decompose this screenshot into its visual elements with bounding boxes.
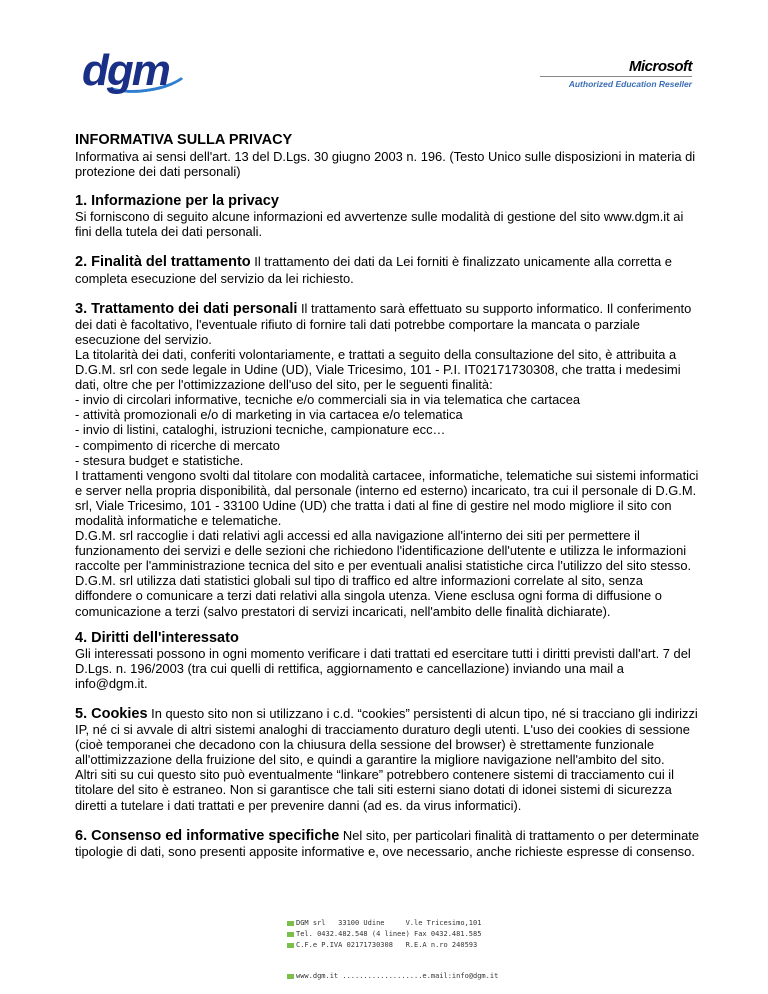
- dgm-logo: [80, 46, 188, 95]
- bullet-icon: [287, 932, 294, 937]
- microsoft-logo-rule: [540, 76, 692, 77]
- microsoft-logo-name: Microsoft: [629, 58, 692, 75]
- section-1-text: Si forniscono di seguito alcune informazioni ed avvertenze sulle modalità di gestione del sito www.dgm.it ai fini della tutela dei dati personali.: [75, 209, 684, 240]
- microsoft-logo-subtitle: Authorized Education Reseller: [568, 79, 692, 89]
- microsoft-logo: [540, 58, 692, 89]
- section-1-heading: 1. Informazione per la privacy: [75, 193, 279, 210]
- section-3-line: La titolarità dei dati, conferiti volontariamente, e trattati a seguito della consultazione del sito, è attribuita a D.G.M. srl con sede legale in Udine (UD), Viale Tricesimo, 101 - P.I. IT02171730308, che tratta i medesimi dati, oltre che per l'ottimizzazione dell'uso del sito, per le seguenti finalità:: [75, 346, 681, 393]
- section-3: [75, 301, 700, 619]
- section-5-line: Altri siti su cui questo sito può eventualmente “linkare” potrebbero contenere sistemi di tracciamento cui il titolare del sito è estraneo. Non si garantisce che tali siti esterni siano dotati di idonei sistemi di sicurezza diretti a tutelare i dati trattati e per prevenire danni (ad es. da virus informatici).: [75, 767, 674, 813]
- footer-address: DGM srl 33100 Udine V.le Tricesimo,101: [296, 919, 482, 927]
- section-2: [75, 254, 700, 285]
- section-3-line: - invio di circolari informative, tecniche e/o commerciali sia in via telematica che cartacea: [75, 392, 581, 408]
- section-2-text: Il trattamento dei dati da Lei forniti è finalizzato unicamente alla corretta e completa esecuzione del servizio da lei richiesto.: [75, 254, 672, 286]
- section-4-text: Gli interessati possono in ogni momento verificare i dati trattati ed esercitare tutti i diritti previsti dall'art. 7 del D.Lgs. n. 196/2003 (tra cui quelli di rettifica, aggiornamento e cancellazione) inviando una mail a info@dgm.it.: [75, 645, 691, 691]
- section-5-heading: 5. Cookies: [75, 706, 148, 722]
- section-2-heading: 2. Finalità del trattamento: [75, 254, 251, 271]
- section-1: [75, 194, 700, 239]
- section-3-line: D.G.M. srl utilizza dati statistici globali sul tipo di traffico ed altre informazioni correlate al sito, senza diffondere o comunicare a terzi dati relativi alla singola utenza. Viene esclusa ogni forma di diffusione o comunicazione a terzi (salvo prestatori di servizi incaricati, nell'ambito delle finalità dichiarate).: [75, 573, 662, 619]
- section-6-heading: 6. Consenso ed informative specifiche: [75, 827, 340, 844]
- section-5: [75, 706, 700, 813]
- company-footer: [287, 918, 498, 982]
- section-3-line: I trattamenti vengono svolti dal titolare con modalità cartacee, informatiche, telematiche sui sistemi informatici e server nella propria disponibilità, dal personale (interno ed esterno) incaricato, tra cui il personale di D.G.M. srl, Viale Tricesimo, 101 - 33100 Udine (UD) che tratta i dati al fine di gestire nel modo migliore il sito con modalità informatiche e telematiche.: [75, 467, 699, 528]
- section-3-text: Il trattamento sarà effettuato su supporto informatico. Il conferimento dei dati è facoltativo, l'eventuale rifiuto di fornire tali dati potrebbe comportare la mancata o parziale esecuzione del servizio.: [75, 300, 692, 347]
- bullet-icon: [287, 943, 294, 948]
- section-3-heading: 3. Trattamento dei dati personali: [75, 300, 298, 317]
- document-title: INFORMATIVA SULLA PRIVACY: [75, 132, 293, 148]
- section-3-line: - attività promozionali e/o di marketing in via cartacea e/o telematica: [75, 407, 463, 423]
- footer-web-email[interactable]: www.dgm.it ...................e.mail:info@dgm.it: [296, 972, 499, 980]
- section-3-line: - compimento di ricerche di mercato: [75, 437, 280, 453]
- section-3-line: D.G.M. srl raccoglie i dati relativi agli accessi ed alla navigazione all'interno dei siti per permettere il funzionamento dei servizi e delle sezioni che richiedono l'identificazione dell'utente e utilizza le informazioni raccolte per l'amministrazione tecnica del sito e per eventuali analisi statistiche circa l'utilizzo del sito stesso.: [75, 528, 692, 574]
- footer-phone: Tel. 0432.482.548 (4 linee) Fax 0432.481.585: [296, 930, 482, 938]
- section-6: [75, 828, 700, 859]
- section-4: [75, 631, 700, 691]
- dgm-logo-text: dgm: [82, 46, 169, 95]
- document-body: [75, 132, 700, 859]
- section-6-text: Nel sito, per particolari finalità di trattamento o per determinate tipologie di dati, sono presenti apposite informative e, ove necessario, anche richieste espresse di consenso.: [75, 827, 699, 859]
- section-3-line: - stesura budget e statistiche.: [75, 452, 244, 468]
- bullet-icon: [287, 974, 294, 979]
- section-5-text: In questo sito non si utilizzano i c.d. “cookies” persistenti di alcun tipo, né si tracciano gli indirizzi IP, né ci si avvale di altri sistemi analoghi di tracciamento duraturo degli utenti. L'uso dei cookies di sessione (cioè temporanei che decadono con la chiusura della sessione del browser) è strettamente funzionale all'ottimizzazione della fruizione del sito, e quindi a garantire la migliore navigazione nell'ambito del sito.: [75, 706, 698, 768]
- section-3-line: - invio di listini, cataloghi, istruzioni tecniche, campionature ecc…: [75, 422, 446, 438]
- section-4-heading: 4. Diritti dell'interessato: [75, 629, 239, 646]
- bullet-icon: [287, 921, 294, 926]
- footer-vat: C.F.e P.IVA 02171730308 R.E.A n.ro 240593: [296, 941, 478, 949]
- document-subtitle: Informativa ai sensi dell'art. 13 del D.Lgs. 30 giugno 2003 n. 196. (Testo Unico sulle disposizioni in materia di protezione dei dati personali): [75, 149, 696, 180]
